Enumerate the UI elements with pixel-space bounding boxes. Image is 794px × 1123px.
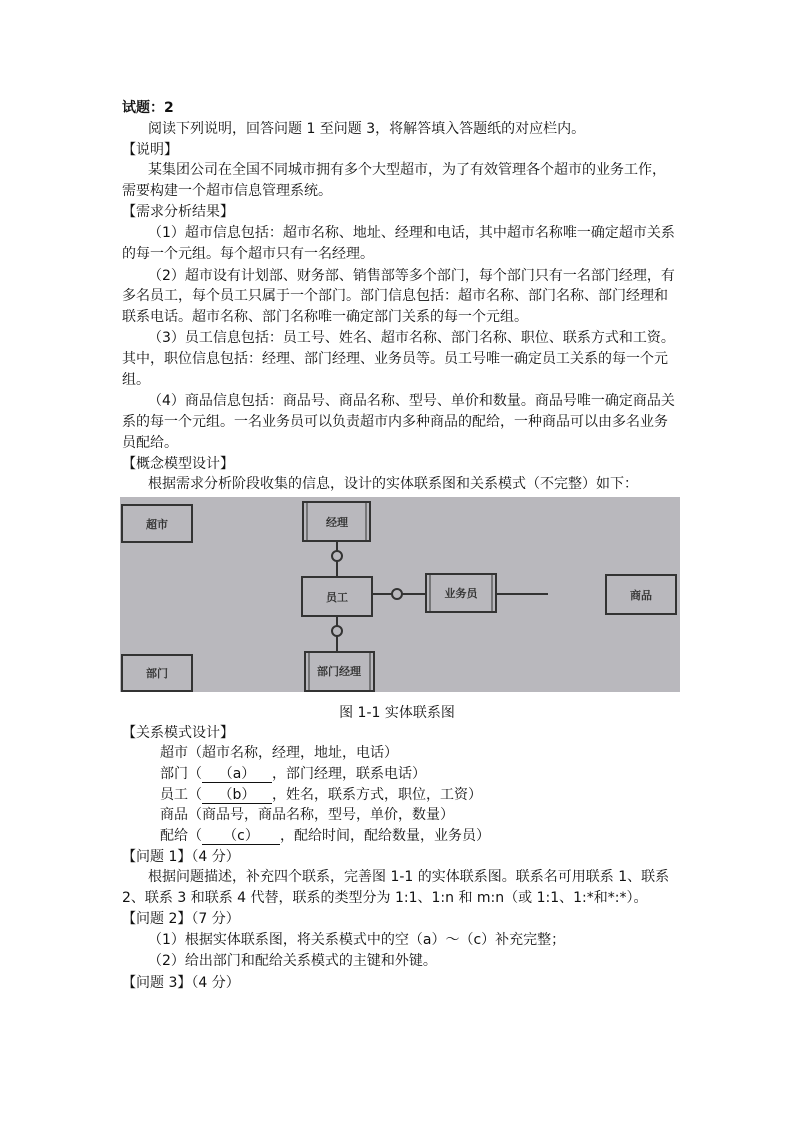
question2-line: （1）根据实体联系图，将关系模式中的空（a）～（c）补充完整； <box>148 932 566 948</box>
requirement-line: 联系电话。超市名称、部门名称唯一确定部门关系的每一个元组。 <box>122 309 528 325</box>
requirement-line: 多名员工，每个员工只属于一个部门。部门信息包括：超市名称、部门名称、部门经理和 <box>122 288 668 304</box>
question3-heading: 【问题 3】（4 分） <box>122 975 240 991</box>
concept-text: 根据需求分析阶段收集的信息，设计的实体联系图和关系模式（不完整）如下： <box>148 476 638 492</box>
question1-line: 根据问题描述，补充四个联系，完善图 1-1 的实体联系图。联系名可用联系 1、联系 <box>148 869 670 885</box>
explain-line: 某集团公司在全国不同城市拥有多个大型超市，为了有效管理各个超市的业务工作， <box>148 162 666 178</box>
question-title: 试题：2 <box>122 100 174 116</box>
relation-employee <box>160 785 482 805</box>
intro-text: 阅读下列说明，回答问题 1 至问题 3，将解答填入答题纸的对应栏内。 <box>148 121 586 137</box>
entity-label: 经理 <box>326 516 348 529</box>
requirement-line: 的每一个元组。每个超市只有一名经理。 <box>122 246 374 262</box>
requirement-line: 系的每一个元组。一名业务员可以负责超市内多种商品的配给，一种商品可以由多名业务 <box>122 414 668 430</box>
question2-heading: 【问题 2】（7 分） <box>122 911 240 927</box>
relation-supermarket: 超市（超市名称，经理，地址，电话） <box>160 745 398 761</box>
requirement-line: （4）商品信息包括：商品号、商品名称、型号、单价和数量。商品号唯一确定商品关 <box>148 393 675 409</box>
relation-prefix: 部门（ <box>160 766 202 782</box>
question1-line: 2、联系 3 和联系 4 代替，联系的类型分为 1:1、1:n 和 m:n（或 1:1、1:*和*:*）。 <box>122 890 648 906</box>
explain-line: 需要构建一个超市信息管理系统。 <box>122 183 332 199</box>
blank-c: （c） <box>202 828 280 845</box>
requirement-line: 其中，职位信息包括：经理、部门经理、业务员等。员工号唯一确定员工关系的每一个元 <box>122 351 668 367</box>
entity-label: 部门经理 <box>317 665 361 678</box>
requirement-line: （3）员工信息包括：员工号、姓名、超市名称、部门名称、职位、联系方式和工资。 <box>148 330 675 346</box>
relationship-circle <box>332 626 342 636</box>
relation-department <box>160 764 426 784</box>
question2-line: （2）给出部门和配给关系模式的主键和外键。 <box>148 953 437 969</box>
entity-label: 员工 <box>326 591 348 604</box>
er-diagram <box>120 497 680 692</box>
relation-suffix: ，配给时间，配给数量，业务员） <box>280 828 490 844</box>
requirement-line: 组。 <box>122 372 150 388</box>
relationship-circle <box>392 589 402 599</box>
blank-a: （a） <box>202 766 272 783</box>
relation-prefix: 配给（ <box>160 828 202 844</box>
explain-heading: 【说明】 <box>122 142 178 158</box>
entity-label: 商品 <box>630 589 652 602</box>
entity-label: 超市 <box>146 518 168 531</box>
concept-heading: 【概念模型设计】 <box>122 456 234 472</box>
entity-label: 业务员 <box>444 587 478 600</box>
blank-b: （b） <box>202 787 272 804</box>
figure-caption: 图 1-1 实体联系图 <box>339 705 455 721</box>
question1-heading: 【问题 1】（4 分） <box>122 849 240 865</box>
requirement-line: （2）超市设有计划部、财务部、销售部等多个部门，每个部门只有一名部门经理，有 <box>148 268 675 284</box>
relation-distribution <box>160 826 490 846</box>
requirement-line: 员配给。 <box>122 435 178 451</box>
relation-suffix: ，姓名，联系方式，职位，工资） <box>272 787 482 803</box>
requirements-heading: 【需求分析结果】 <box>122 204 234 220</box>
relation-suffix: ，部门经理，联系电话） <box>272 766 426 782</box>
relationship-circle <box>332 551 342 561</box>
entity-label: 部门 <box>146 667 168 680</box>
relation-goods: 商品（商品号，商品名称，型号，单价，数量） <box>160 807 454 823</box>
relations-heading: 【关系模式设计】 <box>122 725 234 741</box>
requirement-line: （1）超市信息包括：超市名称、地址、经理和电话，其中超市名称唯一确定超市关系 <box>148 225 675 241</box>
relation-prefix: 员工（ <box>160 787 202 803</box>
